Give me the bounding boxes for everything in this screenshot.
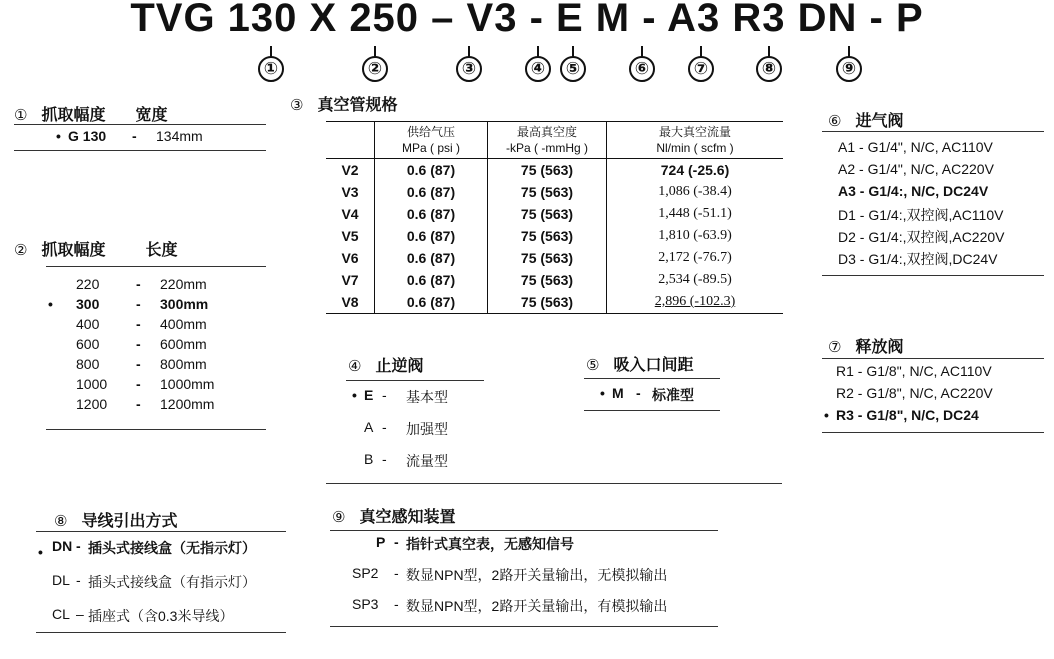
- cell-pressure: 0.6 (87): [375, 159, 488, 182]
- cell-flow: [607, 225, 784, 247]
- divider: [36, 531, 286, 532]
- sec7-header: ⑦ 释放阀: [828, 339, 904, 356]
- table-row: [326, 291, 783, 314]
- marker-9: ⑨: [836, 56, 862, 82]
- divider: [584, 378, 720, 379]
- dash: -: [136, 316, 141, 332]
- release-valve-option: R2 - G1/8", N/C, AC220V: [836, 385, 993, 401]
- cell-vacuum: 75 (563): [488, 291, 607, 314]
- flow-value: 1,086 (-38.4): [658, 184, 732, 199]
- sec4-row: [352, 451, 492, 469]
- divider: [822, 358, 1044, 359]
- size-code: 600: [76, 336, 100, 352]
- cell-pressure: 0.6 (87): [375, 269, 488, 291]
- wiring-desc: 插头式接线盒（无指示灯）: [88, 540, 256, 556]
- divider: [46, 266, 266, 267]
- sec2-row: [48, 376, 268, 394]
- sensor-desc: 指针式真空表，无感知信号: [406, 536, 574, 552]
- cell-code: V7: [341, 272, 359, 288]
- valve-code: A: [364, 419, 374, 435]
- dash: -: [76, 572, 81, 588]
- divider: [14, 150, 266, 151]
- sec2-row: [48, 296, 268, 314]
- release-valve-option: R3 - G1/8", N/C, DC24: [836, 407, 979, 423]
- size-value: 400mm: [160, 316, 207, 332]
- size-value: 800mm: [160, 356, 207, 372]
- sec1-row: • G 130 - 134mm: [56, 128, 203, 144]
- dash: -: [136, 276, 141, 292]
- size-code: 400: [76, 316, 100, 332]
- sensor-code: SP3: [352, 596, 379, 612]
- dash: -: [76, 538, 81, 554]
- cell-vacuum: 75 (563): [488, 225, 607, 247]
- flow-value: 2,172 (-76.7): [658, 250, 732, 265]
- sec2-row: [48, 396, 268, 414]
- bullet: •: [824, 407, 829, 423]
- release-valve-option: R1 - G1/8", N/C, AC110V: [836, 363, 992, 379]
- sec9-row: [352, 596, 722, 614]
- col-pressure: 供给气压 MPa ( psi ): [375, 122, 488, 159]
- size-value: 1000mm: [160, 376, 215, 392]
- marker-1: ①: [258, 56, 284, 82]
- dash: -: [136, 356, 141, 372]
- sec2-row: [48, 276, 268, 294]
- cell-vacuum: 75 (563): [488, 269, 607, 291]
- sec2-row: [48, 316, 268, 334]
- divider: [822, 131, 1044, 132]
- marker-8: ⑧: [756, 56, 782, 82]
- size-code: 1000: [76, 376, 108, 392]
- wiring-desc: 插头式接线盒（有指示灯）: [88, 574, 256, 590]
- dash: -: [136, 396, 141, 412]
- divider: [822, 275, 1044, 276]
- wiring-code: DL: [52, 572, 70, 588]
- cell-vacuum: 75 (563): [488, 159, 607, 182]
- dash: –: [76, 606, 84, 622]
- marker-7: ⑦: [688, 56, 714, 82]
- cell-code: V8: [326, 291, 375, 314]
- cell-vacuum: 75 (563): [488, 247, 607, 269]
- divider: [584, 410, 720, 411]
- dash: -: [382, 387, 387, 403]
- divider: [14, 124, 266, 125]
- size-value: 300mm: [160, 296, 209, 312]
- bullet: •: [48, 296, 53, 312]
- size-code: 800: [76, 356, 100, 372]
- cell-vacuum: 75 (563): [488, 181, 607, 203]
- marker-5: ⑤: [560, 56, 586, 82]
- flow-value: 1,448 (-51.1): [658, 206, 732, 221]
- dash: -: [136, 296, 141, 312]
- divider: [346, 380, 484, 381]
- sec2-header: ② 抓取幅度 长度: [14, 242, 178, 259]
- sec2-row: [48, 336, 268, 354]
- size-code: 220: [76, 276, 100, 292]
- sec9-row: [352, 534, 722, 552]
- dash: -: [394, 534, 399, 550]
- size-value: 600mm: [160, 336, 207, 352]
- wiring-code: CL: [52, 606, 70, 622]
- divider: [330, 530, 718, 531]
- bullet: •: [38, 544, 43, 560]
- sec1-header: ① 抓取幅度 宽度: [14, 107, 168, 124]
- sec2-row: [48, 356, 268, 374]
- marker-2: ②: [362, 56, 388, 82]
- table-corner: [326, 122, 375, 159]
- table-row: [326, 269, 783, 291]
- table-row: [326, 159, 783, 182]
- cell-flow: [607, 291, 784, 314]
- cell-pressure: 0.6 (87): [375, 225, 488, 247]
- marker-4: ④: [525, 56, 551, 82]
- dash: -: [136, 376, 141, 392]
- model-code-title: TVG 130 X 250 – V3 - E M - A3 R3 DN - P: [130, 0, 924, 40]
- size-code: 300: [76, 296, 100, 312]
- flow-value: 2,534 (-89.5): [658, 272, 732, 287]
- valve-code: B: [364, 451, 374, 467]
- cell-pressure: 0.6 (87): [375, 181, 488, 203]
- size-value: 1200mm: [160, 396, 215, 412]
- table-row: [326, 225, 783, 247]
- intake-valve-option: A3 - G1/4:, N/C, DC24V: [838, 183, 989, 199]
- size-code: 1200: [76, 396, 108, 412]
- cell-code: V5: [341, 228, 359, 244]
- divider: [46, 429, 266, 430]
- intake-valve-option: A1 - G1/4", N/C, AC110V: [838, 139, 993, 155]
- sec4-row: [352, 419, 492, 437]
- vacuum-spec-table: [326, 121, 783, 314]
- cell-code: V6: [341, 250, 359, 266]
- cell-pressure: 0.6 (87): [375, 291, 488, 314]
- dash: -: [382, 451, 387, 467]
- flow-value: 724 (-25.6): [660, 162, 730, 178]
- valve-desc: 基本型: [406, 389, 448, 405]
- dash: -: [394, 596, 399, 612]
- cell-flow: [607, 159, 784, 182]
- cell-flow: [607, 247, 784, 269]
- marker-3: ③: [456, 56, 482, 82]
- sec5-header: ⑤ 吸入口间距: [586, 357, 694, 374]
- divider: [330, 626, 718, 627]
- cell-code: V3: [341, 184, 359, 200]
- sec9-header: ⑨ 真空感知装置: [332, 509, 456, 526]
- cell-pressure: 0.6 (87): [375, 203, 488, 225]
- cell-vacuum: 75 (563): [488, 203, 607, 225]
- cell-pressure: 0.6 (87): [375, 247, 488, 269]
- sec8-row: [38, 606, 288, 624]
- sec4-row: [352, 387, 492, 405]
- sec3-header: ③ 真空管规格: [290, 97, 398, 114]
- divider: [822, 432, 1044, 433]
- intake-valve-option: A2 - G1/4", N/C, AC220V: [838, 161, 994, 177]
- divider: [36, 632, 286, 633]
- table-row: [326, 181, 783, 203]
- sensor-code: P: [376, 534, 386, 550]
- sec8-header: ⑧ 导线引出方式: [54, 513, 178, 530]
- flow-value: 2,896 (-102.3): [654, 294, 736, 309]
- valve-desc: 加强型: [406, 421, 448, 437]
- cell-flow: [607, 203, 784, 225]
- marker-6: ⑥: [629, 56, 655, 82]
- bullet: •: [352, 387, 357, 403]
- sensor-desc: 数显NPN型，2路开关量输出，有模拟输出: [406, 598, 668, 614]
- wiring-code: DN: [52, 538, 73, 554]
- sec8-row: [38, 572, 288, 590]
- cell-code: V2: [341, 162, 359, 178]
- wiring-desc: 插座式（含0.3米导线）: [88, 608, 234, 624]
- sec8-row: [38, 538, 288, 560]
- size-value: 220mm: [160, 276, 207, 292]
- cell-flow: [607, 269, 784, 291]
- flow-value: 1,810 (-63.9): [658, 228, 732, 243]
- table-row: [326, 203, 783, 225]
- cell-flow: [607, 181, 784, 203]
- table-row: [326, 247, 783, 269]
- sensor-code: SP2: [352, 565, 379, 581]
- dash: -: [394, 565, 399, 581]
- valve-code: E: [364, 387, 374, 403]
- cell-code: V4: [341, 206, 359, 222]
- col-flow: 最大真空流量 Nl/min ( scfm ): [607, 122, 784, 159]
- dash: -: [136, 336, 141, 352]
- sensor-desc: 数显NPN型，2路开关量输出，无模拟输出: [406, 567, 668, 583]
- valve-desc: 流量型: [406, 453, 448, 469]
- sec6-header: ⑥ 进气阀: [828, 113, 904, 130]
- sec4-header: ④ 止逆阀: [348, 358, 424, 375]
- divider: [326, 483, 782, 484]
- col-vacuum: 最高真空度 -kPa ( -mmHg ): [488, 122, 607, 159]
- intake-valve-option: D3 - G1/4:,双控阀,DC24V: [838, 251, 998, 267]
- intake-valve-option: D2 - G1/4:,双控阀,AC220V: [838, 229, 1005, 245]
- sec5-row: • M - 标准型: [600, 385, 694, 403]
- intake-valve-option: D1 - G1/4:,双控阀,AC110V: [838, 207, 1004, 223]
- sec9-row: [352, 565, 722, 583]
- dash: -: [382, 419, 387, 435]
